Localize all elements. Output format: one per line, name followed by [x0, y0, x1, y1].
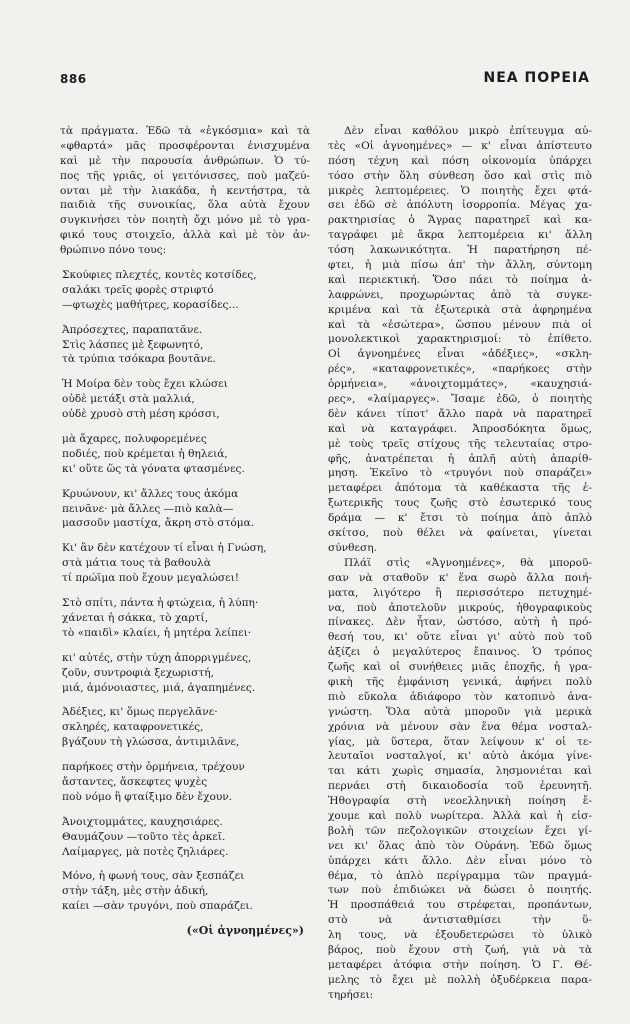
text-line: χρόνια νὰ μένουν σὰν ἕνα θέμα νοσταλ- — [328, 720, 592, 733]
text-line: ἀξίζει ὁ μεγαλύτερος ἔπαινος. Ὁ τρόπος — [328, 646, 592, 659]
text-line: ξωτερικῆς τους ζωῆς στὸ ἐσωτερικό τους — [328, 497, 592, 510]
text-line: χουμε καὶ πολὺ νωρίτερα. Ἀλλὰ καὶ ἡ εἰσ- — [328, 809, 592, 822]
text-line: θρώπινο πόνο τους: — [60, 244, 167, 257]
text-line: ταγράφει μὲ ἄκρα λεπτομέρεια κι' ἄλλη — [328, 229, 592, 242]
text-line: τόση λακωνικότητα. Ἡ παρατήρηση πέ- — [328, 244, 592, 257]
poem-stanza — [60, 377, 310, 422]
poem-line: σκληρές, καταφρονετικές, — [62, 721, 204, 734]
poem-line: τί πρώϊμα ποὺ ἔχουν μεγαλώσει! — [62, 572, 239, 585]
text-line: φτει, ἡ μιὰ πίσω ἀπ' τὴν ἄλλη, σύντομη — [328, 259, 592, 272]
text-line: «φθαρτά» μᾶς προσφέρονται ἐνισχυμένα — [60, 139, 310, 152]
poem-line: ποὺ νόμο ἢ φταίξιμο δὲν ἔχουν. — [62, 790, 233, 803]
poem-line: Ἀπρόσεχτες, παραπατᾶνε. — [62, 323, 203, 336]
text-line: μηση. Ἐκεῖνο τὸ «τρυγόνι ποὺ σπαράζει» — [328, 467, 592, 480]
poem-line: —φτωχὲς μαθήτρες, κορασίδες... — [62, 298, 239, 311]
poem-line: κι' αὐτές, στὴν τύχη ἀπορριγμένες, — [62, 651, 252, 664]
poem-line: βγάζουν τὴ γλώσσα, ἀντιμιλᾶνε, — [62, 736, 240, 749]
text-line: γίας, μὰ ὕστερα, ὅταν λείψουν κ' οἱ τε- — [328, 735, 592, 748]
text-line: ται κάτι χωρὶς σημασία, λησμονιέται καὶ — [328, 765, 592, 778]
poem-stanza — [60, 815, 310, 860]
poem-stanza — [60, 432, 310, 477]
poem-line: Ἀνοιχτομμάτες, καυχησιάρες. — [62, 815, 223, 828]
page-number: 886 — [60, 72, 87, 86]
text-line: ρες», «λαίμαργες». Ἴσαμε ἐδῶ, ὁ ποιητὴς — [328, 393, 592, 406]
journal-title: ΝΕΑ ΠΟΡΕΙΑ — [483, 70, 590, 86]
text-line: φικὴ τῆς ἐμφάνιση γενικά, ἀφήνει πολὺ — [328, 675, 592, 688]
poem-stanza — [60, 268, 310, 313]
text-line: φικό τους στοιχεῖο, ἀλλὰ καὶ μὲ τὸν ἀν- — [60, 229, 310, 242]
left-column — [60, 124, 310, 939]
text-line: τηρήσει: — [328, 988, 374, 1001]
text-line: πόση τέχνη καὶ πόση οἰκονομία ὑπάρχει — [328, 154, 592, 167]
text-line: μικρὲς λεπτομέρειες. Ὁ ποιητὴς ἔχει φτά- — [328, 184, 592, 197]
poem-line: μιά, ἀμόνοιαστες, μιά, ἀγαπημένες. — [62, 681, 256, 694]
text-line: καὶ νὰ καταγράφει. Ἀπροσδόκητα ὅμως, — [328, 422, 592, 435]
text-line: δὲν κάνει τίποτ' ἄλλο παρὰ νὰ παρατηρεῖ — [328, 407, 592, 420]
text-line: ονται μὲ τὴν λιακάδα, ἡ κεντήστρα, τὰ — [60, 184, 310, 197]
text-line: μονολεκτικοὶ χαρακτηρισμοί: τὸ ἐπίθετο. — [328, 333, 592, 346]
poem-stanza — [60, 651, 310, 696]
poem-line: τὸ «παιδὶ» κλαίει, ἡ μητέρα λείπει· — [62, 626, 252, 639]
text-line: δράμα — κ' ἔτσι τὸ ποίημα ἀπὸ ἁπλὸ — [328, 512, 592, 525]
poem-stanza — [60, 487, 310, 532]
poem-line: Ἡ Μοίρα δὲν τοὺς ἔχει κλώσει — [62, 378, 228, 391]
poem-stanza — [60, 323, 310, 368]
poem-line: ἄσταντες, ἄσκεφτες ψυχὲς — [62, 775, 208, 788]
poem-line: χάνεται ἡ σάκκα, τὸ χαρτί, — [62, 611, 209, 624]
text-line: ρακτηρισίας ὁ Ἄγρας παρατηρεῖ καὶ κα- — [328, 214, 592, 227]
poem-line: οὐδὲ μετάξι στὰ μαλλιά, — [62, 393, 195, 406]
text-line: θέμα, τὸ ἁπλὸ περίγραμμα τῶν πραγμά- — [328, 869, 592, 882]
poem-line: Στὸ σπίτι, πάντα ἡ φτώχεια, ἡ λύπη· — [62, 597, 259, 610]
poem-line: ζοῦν, συντροφιὰ ξεχωριστή, — [62, 666, 214, 679]
poem-line: πεινᾶνε· μὰ ἄλλες —πιὸ καλὰ— — [62, 502, 234, 515]
text-line: σκίτσο, ποὺ θέλει νὰ φαίνεται, γίνεται — [328, 527, 592, 540]
text-line: τὲς «Οἱ ἀγνοημένες» — κ' εἶναι ἀπίστευτο — [328, 139, 592, 152]
text-line: φῆς, ἀνατρέπεται ἡ ἁπλῆ αὐτὴ ἀπαρίθ- — [328, 452, 592, 465]
poem-line: μασσοῦν μαστίχα, ἄκρη στὸ στόμα. — [62, 517, 255, 530]
text-line: μεταφέρει ἀπότομα τὰ καθέκαστα τῆς ἐ- — [328, 482, 592, 495]
poem-line: τὰ τρύπια τσόκαρα βουτᾶνε. — [62, 353, 216, 366]
text-line: καὶ μὲ τὴν παρουσία ἀνθρώπων. Ὁ τύ- — [60, 154, 310, 167]
text-line: κριμένα καὶ τὰ ἐξωτερικὰ στὰ ἀφηρημένα — [328, 303, 592, 316]
poem-stanza — [60, 596, 310, 641]
text-line: ὑπάρχει κάτι ἄλλο. Δὲν εἶναι μόνο τὸ — [328, 854, 592, 867]
text-line: ὁρμήνεια», «ἀνοιχτομμάτες», «καυχησιά- — [328, 378, 592, 391]
text-line: καὶ τὰ «ἐσώτερα», ὥσπου μένουν πιὰ οἱ — [328, 318, 592, 331]
text-line: ζωῆς καὶ οἱ συνήθειες μιᾶς ἐποχῆς, ἡ γρα- — [328, 661, 592, 674]
text-line: τόσο στὴν ὅλη σύνθεση ὅσο καὶ στὶς πιὸ — [328, 169, 592, 182]
poem — [60, 268, 310, 914]
text-line: λη τους, νὰ ἐξουδετερώσει τὸ ὑλικὸ — [328, 929, 592, 942]
paragraph-1 — [328, 124, 592, 556]
poem-line: Στὶς λάσπες μὲ ξεφωνητό, — [62, 338, 204, 351]
text-line: συγκινήσει τὸν ποιητὴ ὄχι μόνο μὲ τὸ γρα- — [60, 214, 310, 227]
poem-attribution: («Οἱ ἀγνοημένες») — [186, 924, 304, 938]
right-column — [328, 124, 592, 1003]
poem-line: Μόνο, ἡ φωνή τους, σὰν ξεσπάζει — [62, 870, 245, 883]
text-line: σει ἐδῶ σὲ ἀπόλυτη ἰσορροπία. Μέγας χα- — [328, 199, 592, 212]
poem-line: μὰ ἄχαρες, πολυφορεμένες — [62, 433, 207, 446]
text-line: Ἡ προσπάθειά του στρέφεται, προπάντων, — [328, 899, 592, 912]
poem-line: Σκούφιες πλεχτές, κοντὲς κοτσίδες, — [62, 269, 257, 282]
poem-stanza — [60, 705, 310, 750]
poem-line: οὐδὲ χρυσὸ στὴ μέση κρόσσι, — [62, 408, 220, 421]
text-line: Δὲν εἶναι καθόλου μικρὸ ἐπίτευγμα αὐ- — [344, 125, 592, 137]
text-line: σαν νὰ σταθοῦν κ' ἕνα σωρὸ ἄλλα ποιή- — [328, 571, 592, 584]
text-line: μὲ τοὺς τρεῖς στίχους τῆς τελευταίας στρο- — [328, 437, 592, 450]
text-line: Ἠθογραφία στὴ νεοελληνικὴ ποίηση ἔ- — [328, 795, 592, 808]
paragraph-2 — [328, 556, 592, 1003]
intro-prose — [60, 124, 310, 258]
text-line: ρές», «καταφρονετικές», «παρήκοες στὴν — [328, 363, 592, 376]
poem-line: ποδιές, ποὺ κρέμεται ἡ θηλειά, — [62, 447, 228, 460]
text-line: λευταῖοι νοσταλγοί, κι' αὐτὸ ἀκόμα γίνε- — [328, 750, 592, 763]
text-line: γνώστη. Ὅλα αὐτὰ μποροῦν γιὰ μερικὰ — [328, 705, 592, 718]
poem-stanza — [60, 869, 310, 914]
poem-line: καίει —σὰν τρυγόνι, ποὺ σπαράζει. — [62, 900, 253, 913]
text-line: να, ποὺ ἀποτελοῦν μικρούς, ἠθογραφικοὺς — [328, 601, 592, 614]
text-line: ματα, λιγότερο ἢ περισσότερο πετυχημέ- — [328, 586, 592, 599]
poem-stanza — [60, 541, 310, 586]
text-line: στὸ νὰ ἀντισταθμίσει τὴν ὕ- — [328, 914, 592, 927]
text-line: Οἱ ἀγνοημένες εἶναι «ἀδέξιες», «σκλη- — [328, 348, 592, 361]
text-line: σύνθεση. — [328, 541, 377, 554]
poem-line: στὰ μάτια τους τὰ βαθουλὰ — [62, 557, 211, 570]
poem-line: στὴν τάξη, μὲς στὴν ἀδική, — [62, 885, 209, 898]
text-line: Πλάϊ στὶς «Ἀγνοημένες», θὰ μποροῦ- — [344, 556, 592, 569]
poem-line: Λαίμαργες, μὰ ποτὲς ζηλιάρες. — [62, 845, 229, 858]
text-line: μεταφέρει ἀτόφια στὴν ποίηση. Ὁ Γ. Θέ- — [328, 958, 592, 971]
text-line: λαφρώνει, προχωρώντας ἀπὸ τὰ συγκε- — [328, 288, 592, 301]
poem-line: Ἀδέξιες, κι' ὅμως περγελᾶνε· — [62, 706, 218, 719]
text-line: θεσή του, κι' οὔτε εἶναι γι' αὐτὸ ποὺ τοῦ — [328, 631, 592, 644]
text-line: καὶ περιεκτική. Ὅσο πάει τὸ ποίημα ἀ- — [328, 273, 592, 286]
poem-line: σαλάκι τρεῖς φορὲς στριφτό — [62, 283, 214, 296]
text-line: πιὸ εὔκολα ἀδιάφορο τὸν κατοπινὸ ἀνα- — [328, 690, 592, 703]
text-line: πίνακες. Δὲν ἦταν, ὡστόσο, αὐτὴ ἡ πρό- — [328, 616, 592, 629]
text-line: των ποὺ ἐπιδιώκει νὰ δώσει ὁ ποιητής. — [328, 884, 592, 897]
text-line: μελης τὸ ἔχει μὲ πολλὴ ὀξυδέρκεια παρα- — [328, 973, 592, 986]
poem-line: Θαυμάζουν —τοῦτο τὲς ἀρκεῖ. — [62, 830, 226, 843]
poem-stanza — [60, 760, 310, 805]
poem-line: κι' οὔτε ὥς τὰ γόνατα φτασμένες. — [62, 462, 245, 475]
text-line: παιδιὰ τῆς συνοικίας, ὅλα αὐτὰ ἔχουν — [60, 199, 310, 212]
text-line: νει κι' ὅλας ἀπὸ τὸν Οὐράνη. Ἐδῶ ὅμως — [328, 839, 592, 852]
text-line: πος τῆς γριᾶς, οἱ γειτόνισσες, ποὺ μαζεύ- — [60, 169, 310, 182]
poem-line: Κι' ἂν δὲν κατέχουν τί εἶναι ἡ Γνώση, — [62, 542, 267, 555]
poem-line: παρήκοες στὴν ὁρμήνεια, τρέχουν — [62, 761, 245, 774]
text-line: βολὴ τῶν πεζολογικῶν στοιχείων ἔχει γί- — [328, 824, 592, 837]
poem-line: Κρυώνουν, κι' ἄλλες τους ἀκόμα — [62, 487, 239, 500]
text-line: βάρος, ποὺ ἔχουν στὴ ζωή, γιὰ νὰ τὰ — [328, 943, 592, 956]
text-line: τὰ πράγματα. Ἐδῶ τὰ «ἐγκόσμια» καὶ τὰ — [60, 125, 310, 137]
text-line: περνάει στὴ δικαιοδοσία τοῦ ἐρευνητῆ. — [328, 780, 592, 793]
